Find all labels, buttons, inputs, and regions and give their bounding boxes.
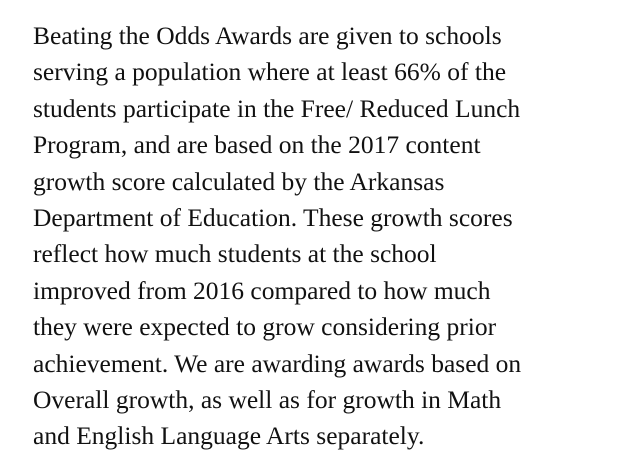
paragraph-line: they were expected to grow considering prior (33, 312, 497, 342)
paragraph-line: and English Language Arts separately. (33, 421, 425, 451)
paragraph-line: students participate in the Free/ Reduced Lunch (33, 93, 521, 123)
paragraph-line: achievement. We are awarding awards based on (33, 348, 522, 378)
paragraph-line: serving a population where at least 66% of the (33, 57, 507, 87)
paragraph-line: Department of Education. These growth scores (33, 202, 513, 232)
paragraph-line: improved from 2016 compared to how much (33, 275, 491, 305)
paragraph-line: growth score calculated by the Arkansas (33, 166, 445, 196)
body-paragraph (33, 18, 633, 455)
paragraph-line: Program, and are based on the 2017 content (33, 130, 481, 160)
paragraph-line: Beating the Odds Awards are given to schools (33, 21, 502, 50)
paragraph-line: Overall growth, as well as for growth in Math (33, 384, 502, 414)
paragraph-line: reflect how much students at the school (33, 239, 437, 269)
